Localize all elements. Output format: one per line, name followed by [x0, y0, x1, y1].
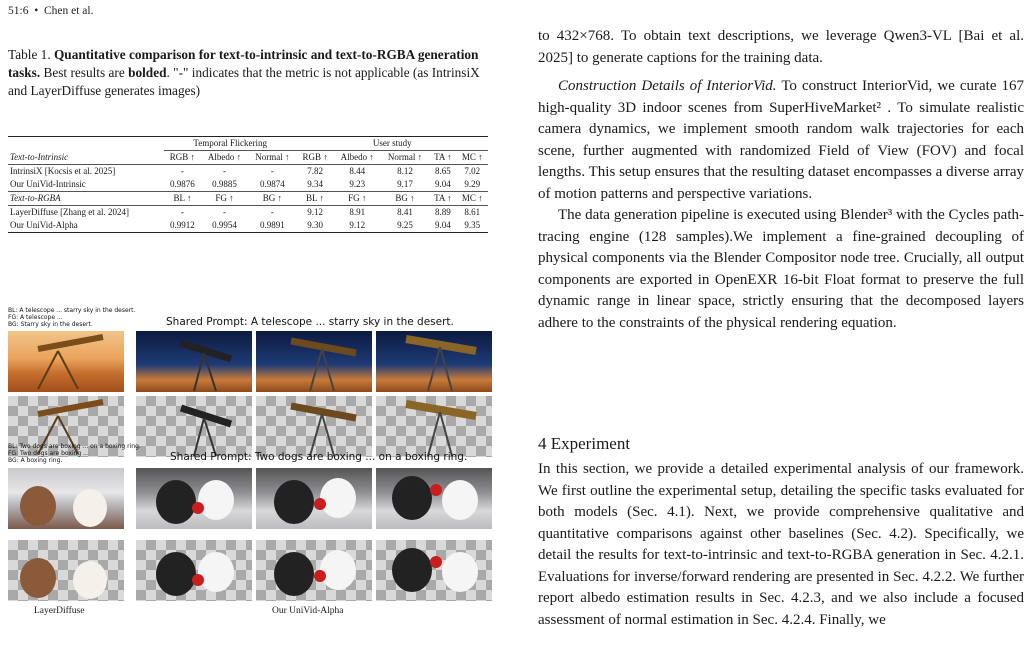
header-separator: •	[34, 5, 39, 17]
table-cell: -	[201, 165, 248, 179]
left-column	[8, 46, 490, 100]
table-group-header-row	[8, 137, 488, 151]
dogs-fg-image	[8, 540, 124, 601]
table-cell: 0.9876	[170, 179, 195, 189]
prompt-bg: BG: Starry sky in the desert.	[8, 321, 93, 328]
table-cell: 8.61	[457, 206, 488, 220]
col-header: FG ↑	[201, 192, 248, 206]
table-cell: -	[164, 165, 201, 179]
paragraph-body: To construct InteriorVid, we curate 167 high-quality 3D indoor scenes from SuperHiveMarket² . To simulate realistic camera dynamics, we implement smooth random walk trajectories for each scene, further augmented with randomized Field of View (FOV) and focal lengths. This setup ensures that the resulting dataset encompasses a diverse array of motion patterns and perspective variations.	[538, 78, 1025, 202]
prompt-notes-2	[8, 443, 141, 464]
table-row	[8, 165, 488, 179]
table-cell: 8.65	[429, 165, 456, 179]
prompt-bl: BL: A telescope ... starry sky in the desert.	[8, 307, 136, 314]
dogs-frame-image	[376, 468, 492, 529]
rgba-header-row	[8, 192, 488, 206]
telescope-frame-image	[256, 331, 372, 392]
method-name: LayerDiffuse [Zhang et al. 2024]	[8, 206, 164, 220]
header-authors: Chen et al.	[43, 5, 94, 17]
telescope-fg-image	[136, 396, 252, 457]
caption-title: Quantitative comparison for text-to-intrinsic and text-to-RGBA generation tasks.	[8, 47, 479, 80]
paragraph-heading: Construction Details of InteriorVid.	[558, 78, 777, 94]
col-header: Normal ↑	[255, 152, 290, 162]
table-cell: 9.25	[381, 219, 429, 233]
table-cell: 9.30	[297, 219, 334, 233]
table-cell: 9.12	[334, 219, 381, 233]
intrinsic-header-row	[8, 151, 488, 165]
page-number: 51:6	[8, 5, 29, 17]
table-cell: -	[164, 206, 201, 220]
col-header: BL ↑	[164, 192, 201, 206]
table-cell: 0.9891	[248, 219, 296, 233]
table-cell: 9.23	[349, 179, 366, 189]
table-cell: 8.41	[381, 206, 429, 220]
col-header: BG ↑	[248, 192, 296, 206]
table-cell: 9.34	[307, 179, 323, 189]
col-header: MC ↑	[461, 152, 483, 162]
prompt-bl: BL: Two dogs are boxing ... on a boxing ring.	[8, 443, 141, 450]
table-cell: 9.12	[297, 206, 334, 220]
table-cell: 9.29	[464, 179, 481, 189]
caption-bold-word: bolded	[128, 65, 167, 80]
table-cell: 8.91	[334, 206, 381, 220]
col-header: FG ↑	[334, 192, 381, 206]
table-row	[8, 206, 488, 220]
label-univid-alpha: Our UniVid-Alpha	[272, 606, 344, 616]
group-user-study: User study	[297, 137, 488, 151]
col-header: TA ↑	[429, 192, 456, 206]
prompt-fg: FG: Two dogs are boxing ...	[8, 450, 89, 457]
table-cell: 7.82	[297, 165, 334, 179]
task-label: Text-to-Intrinsic	[10, 151, 69, 162]
prompt-bg: BG: A boxing ring.	[8, 457, 63, 464]
paragraph: In this section, we provide a detailed experimental analysis of our framework. We first outline the experimental setup, detailing the specific tasks evaluated for both models (Sec. 4.1). Next, we provide comprehensive qualitative and quantitative comparisons against other baselines (Sec. 4.2). Specifically, we detail the results for text-to-intrinsic and text-to-RGBA generation in Sec. 4.2.1. Evaluations for inverse/forward rendering are presented in Sec. 4.2.2. We further report albedo estimation results in Sec. 4.2.3, and we also include a focused assessment of normal estimation in Sec. 4.2.4. Finally, we	[538, 461, 1024, 628]
telescope-fg-image	[376, 396, 492, 457]
running-header	[8, 5, 93, 17]
col-header: Albedo ↑	[340, 152, 374, 162]
caption-label: Table 1.	[8, 47, 51, 62]
table-cell: -	[248, 206, 296, 220]
prompt-fg: FG: A telescope ...	[8, 314, 63, 321]
table-cell: 0.9885	[212, 179, 237, 189]
table-row	[8, 219, 488, 233]
col-header: RGB ↑	[302, 152, 328, 162]
table-cell: 8.12	[381, 165, 429, 179]
method-name: IntrinsiX [Kocsis et al. 2025]	[8, 165, 164, 179]
task-label: Text-to-RGBA	[8, 192, 164, 206]
right-column-lower	[538, 459, 1024, 631]
paragraph: to 432×768. To obtain text descriptions, we leverage Qwen3-VL [Bai et al. 2025] to generate captions for the training data.	[538, 28, 1024, 66]
col-header: Albedo ↑	[207, 152, 242, 162]
paragraph: The data generation pipeline is executed using Blender³ with the Cycles path-tracing engine (128 samples).We implement a fine-grained decoupling of physical components via the Blender Compositor node tree. Crucially, all output components are exported in OpenEXR 16-bit Float format to preserve the full dynamic range in linear space, strictly ensuring that the decomposed layers adhere to the constraints of the physical rendering equation.	[538, 207, 1024, 331]
table-cell: 8.89	[429, 206, 456, 220]
table-row	[8, 178, 488, 192]
telescope-frame-image	[136, 331, 252, 392]
table-cell: -	[201, 206, 248, 220]
col-header: BL ↑	[297, 192, 334, 206]
prompt-notes-1	[8, 307, 135, 328]
col-header: Normal ↑	[387, 152, 423, 162]
method-name: Our UniVid-Alpha	[8, 219, 164, 233]
telescope-frame-image	[376, 331, 492, 392]
dogs-frame-image	[256, 468, 372, 529]
table-cell: 7.02	[457, 165, 488, 179]
col-header: RGB ↑	[169, 152, 196, 162]
table-cell: 9.17	[397, 179, 413, 189]
method-name: Our UniVid-Intrinsic	[10, 179, 86, 189]
col-header: MC ↑	[457, 192, 488, 206]
table-cell: 8.44	[334, 165, 381, 179]
table-cell: 0.9912	[164, 219, 201, 233]
dogs-fg-image	[376, 540, 492, 601]
dogs-fg-image	[256, 540, 372, 601]
caption-text: Best results are	[43, 65, 125, 80]
caption-rest: . "-" indicates that the metric is not applicable (as IntrinsiX and LayerDiffuse generates images)	[8, 65, 480, 98]
label-layerdiffuse: LayerDiffuse	[34, 606, 85, 616]
table-cell: 0.9954	[201, 219, 248, 233]
col-header: BG ↑	[381, 192, 429, 206]
table-cell: 9.04	[435, 179, 451, 189]
table-cell: -	[248, 165, 296, 179]
dogs-frame-image	[136, 468, 252, 529]
table-cell: 0.9874	[259, 179, 285, 189]
dogs-bl-image	[8, 468, 124, 529]
right-column	[538, 26, 1024, 334]
telescope-fg-image	[256, 396, 372, 457]
results-table	[8, 136, 488, 233]
paragraph	[538, 76, 1024, 205]
group-temporal-flickering: Temporal Flickering	[164, 137, 297, 151]
shared-prompt-1: Shared Prompt: A telescope ... starry sky in the desert.	[166, 316, 454, 328]
telescope-bl-image	[8, 331, 124, 392]
section-heading: 4 Experiment	[538, 434, 631, 453]
table-cell: 9.04	[429, 219, 456, 233]
table-cell: 9.35	[457, 219, 488, 233]
table-caption	[8, 46, 490, 100]
col-header: TA ↑	[434, 152, 452, 162]
shared-prompt-2: Shared Prompt: Two dogs are boxing ... on a boxing ring.	[170, 451, 468, 463]
dogs-fg-image	[136, 540, 252, 601]
